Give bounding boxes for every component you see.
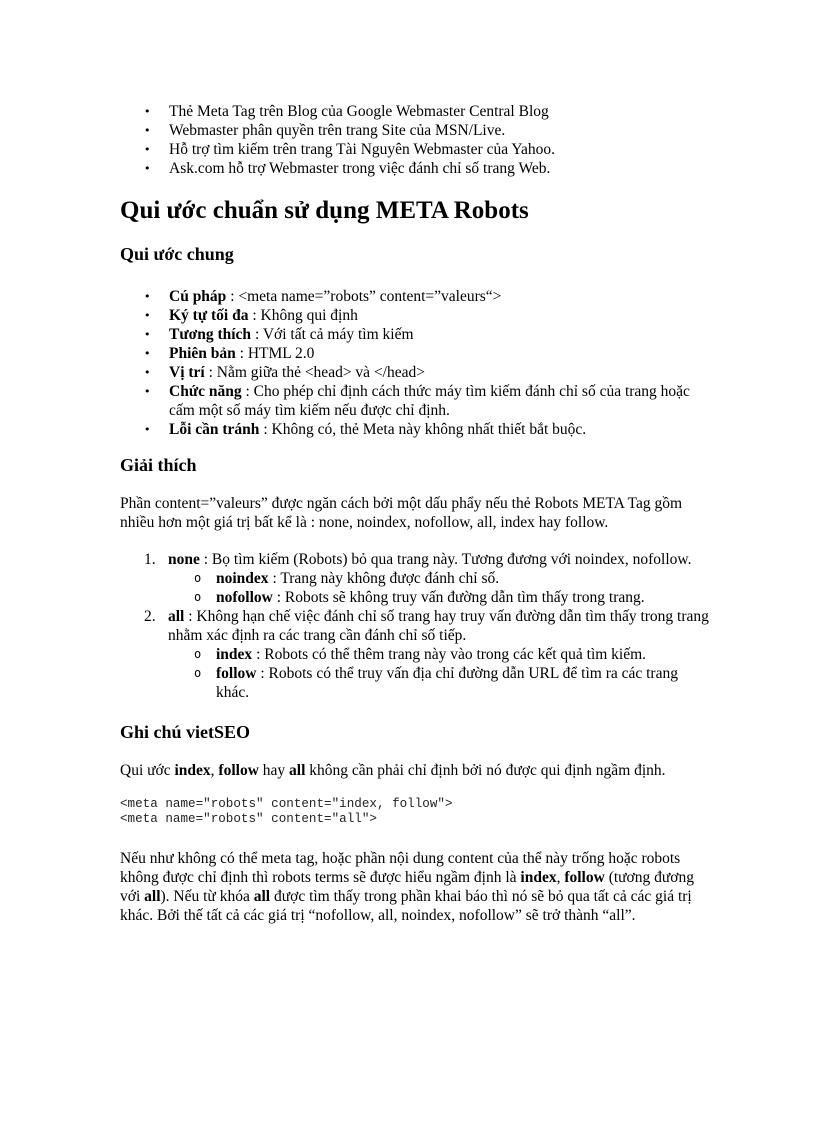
item-text: : Robots sẽ không truy vấn đường dẫn tìm thấy trong trang. (272, 589, 645, 606)
general-heading: Qui ước chung (120, 244, 234, 264)
item-text: : Cho phép chỉ định cách thức máy tìm kiếm đánh chỉ số của trang hoặc cấm một số máy tìm kiếm nếu được chỉ định. (169, 383, 690, 419)
item-label: all (168, 608, 185, 625)
item-label: follow (216, 665, 257, 682)
item-text: : HTML 2.0 (235, 345, 315, 362)
list-item: • Thẻ Meta Tag trên Blog của Google Webmaster Central Blog (120, 102, 710, 121)
list-item: • Hỗ trợ tìm kiếm trên trang Tài Nguyên Webmaster của Yahoo. (120, 140, 710, 159)
text-run: , (556, 869, 565, 886)
code-block (120, 797, 710, 827)
sub-list-item (168, 588, 710, 607)
item-text: : Trang này không được đánh chỉ số. (268, 570, 500, 587)
list-item (120, 363, 710, 382)
item-label: noindex (216, 570, 269, 587)
text-run: (tương đương với (120, 869, 694, 905)
bold-run: all (253, 888, 271, 905)
list-item (120, 607, 710, 702)
item-text: : Với tất cả máy tìm kiếm (251, 326, 414, 343)
sub-list-item (168, 569, 710, 588)
list-item: • Ask.com hỗ trợ Webmaster trong việc đánh chỉ số trang Web. (120, 159, 710, 178)
item-number: 2. (144, 608, 156, 625)
bold-run: index (174, 762, 211, 779)
item-text: : <meta name=”robots” content=”valeurs“> (226, 288, 502, 305)
explain-heading: Giải thích (120, 455, 197, 475)
sub-list (168, 569, 710, 607)
code-line: <meta name="robots" content="index, follow"> (120, 797, 453, 811)
main-heading: Qui ước chuẩn sử dụng META Robots (120, 197, 529, 224)
text-run: Qui ước (120, 762, 175, 779)
item-label: Phiên bản (169, 345, 236, 362)
bold-run: index (520, 869, 557, 886)
list-item (120, 287, 710, 306)
item-label: nofollow (216, 589, 273, 606)
notes-paragraph-2 (120, 849, 710, 925)
intro-bullet-list (120, 102, 710, 178)
text-run: ). Nếu từ khóa (160, 888, 254, 905)
item-number: 1. (144, 551, 156, 568)
code-line: <meta name="robots" content="all"> (120, 812, 377, 826)
bold-run: follow (218, 762, 259, 779)
item-text: : Robots có thể thêm trang này vào trong các kết quả tìm kiếm. (252, 646, 647, 663)
item-label: Cú pháp (169, 288, 227, 305)
item-label: none (168, 551, 200, 568)
list-item (120, 325, 710, 344)
text-run: Nếu như không có thể meta tag, hoặc phần nội dung content của thể này trống hoặc robots không được chỉ định thì robots terms sẽ được hiểu ngầm định là (120, 850, 681, 886)
item-text: : Không có, thẻ Meta này không nhất thiết bắt buộc. (259, 421, 587, 438)
explain-numbered-list (120, 550, 710, 702)
item-label: Chức năng (169, 383, 242, 400)
list-item (120, 306, 710, 325)
sub-list-item (168, 645, 710, 664)
explain-paragraph: Phần content=”valeurs” được ngăn cách bởi một dấu phẩy nếu thẻ Robots META Tag gồm nhiều hơn một giá trị bất kể là : none, noindex, nofollow, all, index hay follow. (120, 495, 683, 531)
list-item (120, 382, 710, 420)
general-bullet-list (120, 287, 710, 439)
notes-heading: Ghi chú vietSEO (120, 722, 251, 742)
item-label: index (216, 646, 253, 663)
item-label: Vị trí (169, 364, 205, 381)
item-text: : Nằm giữa thẻ <head> và </head> (204, 364, 425, 381)
list-item: • Webmaster phân quyền trên trang Site của MSN/Live. (120, 121, 710, 140)
item-label: Tương thích (169, 326, 252, 343)
bold-run: all (144, 888, 161, 905)
text-run: , (210, 762, 219, 779)
document-page (120, 102, 710, 925)
item-text: : Không hạn chế việc đánh chỉ số trang hay truy vấn đường dẫn tìm thấy trong trang nhằm xác định ra các trang cần đánh chỉ số tiếp. (168, 608, 709, 644)
list-item (120, 420, 710, 439)
text-run: được tìm thấy trong phần khai báo thì nó sẽ bỏ qua tất cả các giá trị khác. Bởi thế tất cả các giá trị “nofollow, all, noindex, nofollow” sẽ trở thành “all”. (120, 888, 692, 924)
text-run: hay (258, 762, 290, 779)
list-item (120, 550, 710, 607)
item-label: Lỗi cần tránh (169, 421, 260, 438)
item-text: : Robots có thể truy vấn địa chỉ đường dẫn URL để tìm ra các trang khác. (216, 665, 678, 701)
bold-run: follow (564, 869, 605, 886)
sub-list-item (168, 664, 710, 702)
item-label: Ký tự tối đa (169, 307, 249, 324)
bold-run: all (289, 762, 306, 779)
text-run: không cần phải chỉ định bởi nó được qui định ngầm định. (305, 762, 666, 779)
item-text: : Không qui định (248, 307, 358, 324)
notes-paragraph-1 (120, 761, 710, 780)
list-item (120, 344, 710, 363)
item-text: : Bọ tìm kiếm (Robots) bỏ qua trang này. Tương đương với noindex, nofollow. (199, 551, 692, 568)
sub-list (168, 645, 710, 702)
